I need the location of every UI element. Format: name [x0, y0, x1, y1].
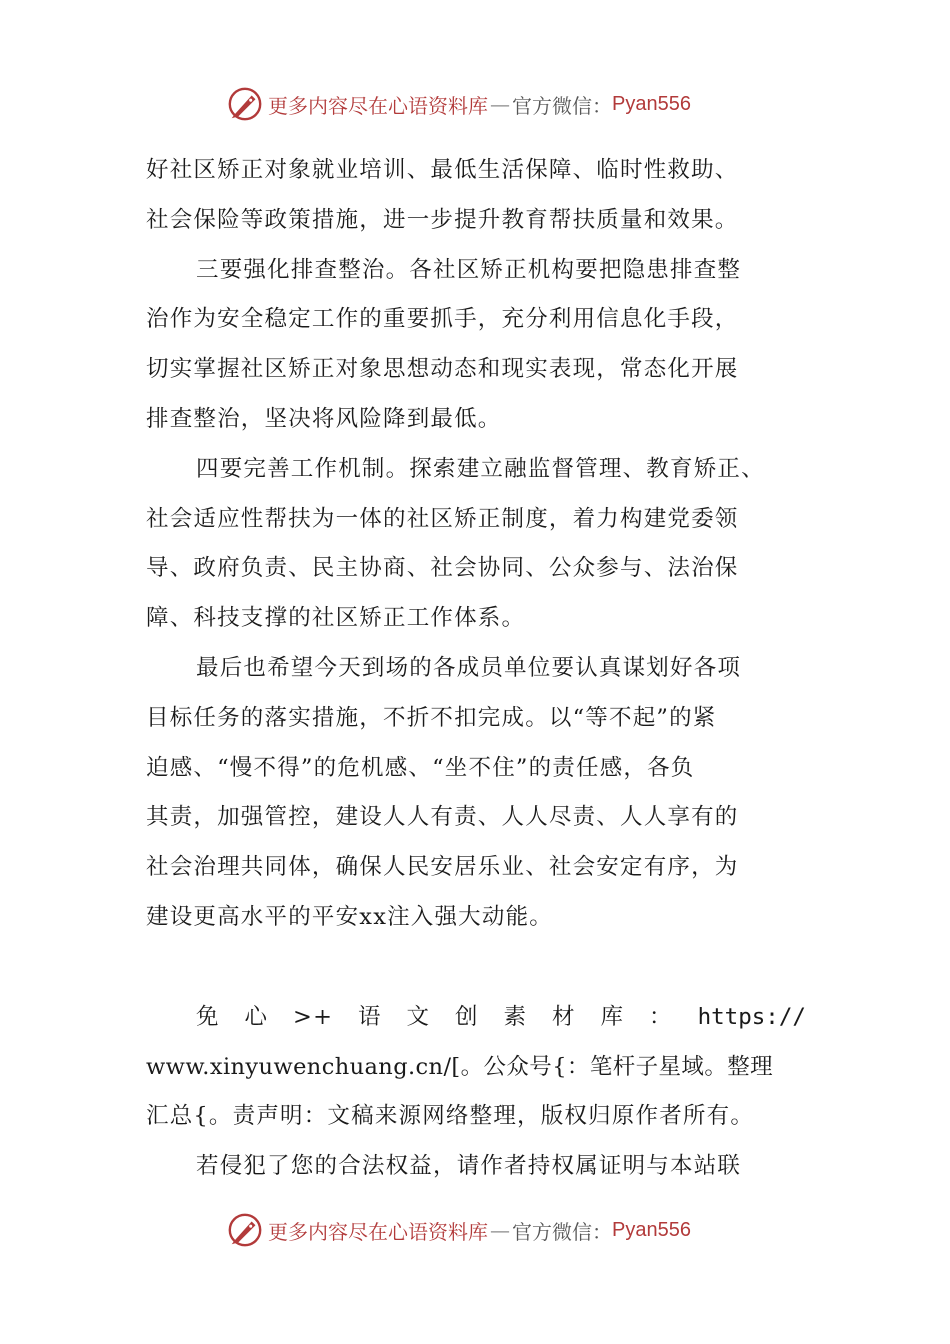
text-line: 排查整治，坚决将风险降到最低。	[146, 405, 502, 432]
disclaimer-first-line	[146, 993, 806, 1043]
text-line: 好社区矫正对象就业培训、最低生活保障、临时性救助、	[146, 157, 739, 183]
disclaimer-line: www.xinyuwenchuang.cn/[。公众号{：笔杆子星域。整理	[146, 1053, 774, 1080]
disclaimer-char: 素	[503, 1003, 528, 1030]
text-line: 其责，加强管控，建设人人有责、人人尽责、人人享有的	[146, 804, 739, 831]
document-body	[146, 146, 806, 1192]
footer-banner	[226, 1210, 691, 1250]
text-line: 目标任务的落实措施，不折不扣完成。以“等不起”的紧	[146, 704, 717, 731]
banner-official: 官方微信：	[512, 93, 612, 118]
paragraph	[146, 644, 806, 943]
disclaimer-char: 文	[406, 1003, 431, 1030]
banner-wechat-id: Pyan556	[612, 1218, 691, 1241]
disclaimer-char: 免	[196, 1003, 220, 1030]
banner-brand: 更多内容尽在心语资料库	[268, 93, 488, 118]
pen-nib-logo-icon	[226, 85, 264, 123]
paragraph	[146, 246, 806, 445]
disclaimer-char: 创	[454, 1003, 479, 1030]
disclaimer-line: 汇总{。责声明：文稿来源网络整理，版权归原作者所有。	[146, 1103, 755, 1130]
text-line: 社会治理共同体，确保人民安居乐业、社会安定有序，为	[146, 854, 739, 881]
pen-nib-logo-icon	[226, 1211, 264, 1249]
banner-dash: —	[490, 1218, 510, 1242]
disclaimer-char: 心	[244, 1003, 269, 1030]
text-line: 导、政府负责、民主协商、社会协同、公众参与、法治保	[146, 555, 739, 582]
text-line: 建设更高水平的平安xx注入强大动能。	[146, 903, 553, 930]
disclaimer	[146, 993, 806, 1192]
disclaimer-url-prefix: https://	[697, 1003, 806, 1030]
disclaimer-char: 材	[552, 1003, 576, 1030]
text-line: 最后也希望今天到场的各成员单位要认真谋划好各项	[196, 654, 742, 681]
disclaimer-char: 语	[357, 1003, 382, 1030]
disclaimer-char: ：	[649, 1003, 673, 1030]
text-line: 障、科技支撑的社区矫正工作体系。	[146, 605, 526, 632]
banner-wechat-id: Pyan556	[612, 92, 691, 115]
text-line: 三要强化排查整治。各社区矫正机构要把隐患排查整	[196, 256, 742, 283]
paragraph-gap	[146, 943, 806, 993]
text-line: 社会保险等政策措施，进一步提升教育帮扶质量和效果。	[146, 206, 739, 233]
text-line: 四要完善工作机制。探索建立融监督管理、教育矫正、	[196, 455, 765, 482]
banner-brand: 更多内容尽在心语资料库	[268, 1219, 488, 1244]
banner-official: 官方微信：	[512, 1219, 612, 1244]
text-line: 迫感、“慢不得”的危机感、“坐不住”的责任感，各负	[146, 754, 695, 781]
text-line: 社会适应性帮扶为一体的社区矫正制度，着力构建党委领	[146, 505, 739, 532]
text-line: 治作为安全稳定工作的重要抓手，充分利用信息化手段，	[146, 306, 739, 333]
disclaimer-char: >+	[293, 1003, 334, 1030]
disclaimer-last-line: 若侵犯了您的合法权益，请作者持权属证明与本站联	[196, 1153, 742, 1180]
paragraph	[146, 445, 806, 644]
banner-dash: —	[490, 92, 510, 116]
disclaimer-char: 库	[600, 1003, 625, 1030]
header-banner	[226, 84, 691, 124]
paragraph	[146, 146, 806, 246]
text-line: 切实掌握社区矫正对象思想动态和现实表现，常态化开展	[146, 356, 739, 383]
